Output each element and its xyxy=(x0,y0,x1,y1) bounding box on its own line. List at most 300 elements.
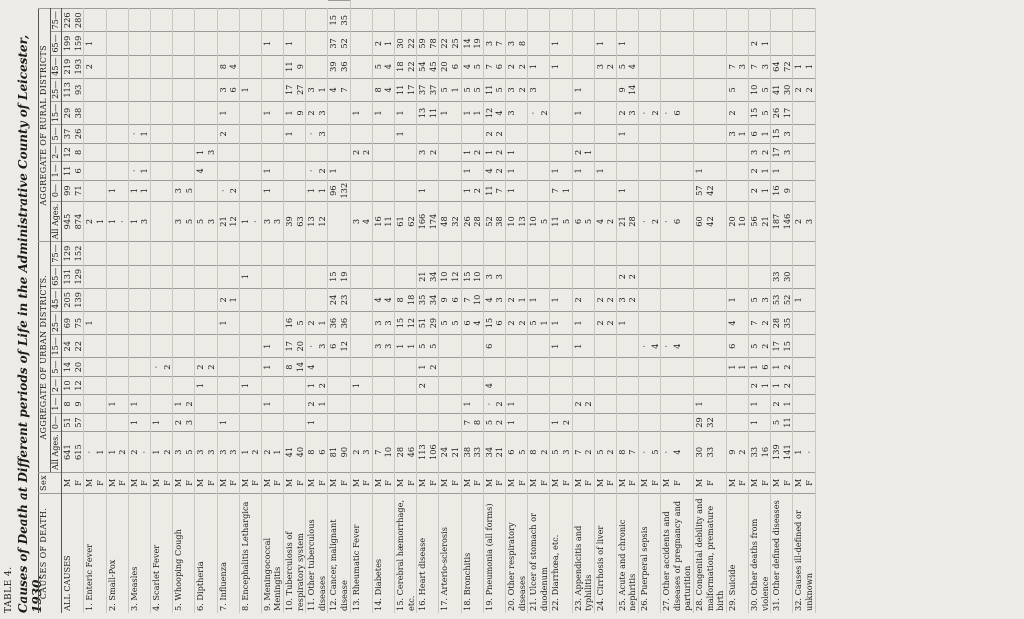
urban-count-cell xyxy=(639,376,661,394)
rural-count-cell: 37 26 xyxy=(62,125,84,143)
urban-count-cell xyxy=(572,376,594,394)
rural-count-cell xyxy=(661,125,694,143)
table-row xyxy=(505,1,527,614)
rural-count-cell: 8 4 xyxy=(372,78,394,101)
cause-label: 14. Diabetes xyxy=(372,493,394,613)
urban-count-cell: · 3 xyxy=(306,335,328,358)
rural-count-cell xyxy=(106,55,128,78)
rural-count-cell xyxy=(616,162,638,180)
rural-count-cell xyxy=(217,162,239,180)
urban-count-cell xyxy=(284,376,306,394)
urban-count-cell xyxy=(594,335,616,358)
rural-count-cell xyxy=(726,9,748,32)
urban-count-cell: 33 30 xyxy=(771,265,793,288)
urban-count-cell xyxy=(128,288,150,311)
rural-count-cell xyxy=(461,125,483,143)
rural-count-cell xyxy=(550,78,572,101)
urban-count-cell xyxy=(726,265,748,288)
urban-count-cell xyxy=(395,265,417,288)
urban-count-cell xyxy=(328,376,350,394)
cause-label: 11. Other tuberculous diseases xyxy=(306,493,328,613)
rural-count-cell: 3 3 xyxy=(261,201,283,242)
urban-count-cell xyxy=(106,288,128,311)
rural-count-cell: 5 1 xyxy=(439,78,461,101)
rural-count-cell: 1 1 xyxy=(128,180,150,201)
urban-count-cell xyxy=(793,395,815,413)
urban-age-header: 65— xyxy=(50,265,62,288)
sex-cell: M F xyxy=(239,473,261,494)
urban-count-cell: · 1 xyxy=(84,432,106,473)
rural-count-cell xyxy=(694,55,727,78)
table-row xyxy=(461,1,483,614)
rural-count-cell xyxy=(594,78,616,101)
table-body xyxy=(62,1,815,614)
rural-count-cell xyxy=(195,78,217,101)
rural-count-cell xyxy=(128,78,150,101)
urban-count-cell xyxy=(261,413,283,431)
rural-count-cell xyxy=(661,143,694,161)
rural-count-cell: 1 xyxy=(616,32,638,55)
urban-count-cell xyxy=(572,265,594,288)
urban-count-cell xyxy=(726,395,748,413)
table-row xyxy=(594,1,616,614)
urban-count-cell: 1 xyxy=(239,265,261,288)
sex-cell: M F xyxy=(128,473,150,494)
urban-count-cell: 41 40 xyxy=(284,432,306,473)
rural-count-cell xyxy=(261,143,283,161)
cause-label: 5. Whooping Cough xyxy=(173,493,195,613)
urban-count-cell: 2 · xyxy=(128,432,150,473)
table-row xyxy=(572,1,594,614)
rural-count-cell xyxy=(616,143,638,161)
urban-count-cell xyxy=(195,288,217,311)
urban-count-cell xyxy=(261,265,283,288)
urban-count-cell: 139 141 xyxy=(771,432,793,473)
rural-count-cell: 1 xyxy=(572,101,594,124)
rural-count-cell: 945 874 xyxy=(62,201,84,242)
rural-count-cell: 17 27 xyxy=(284,78,306,101)
urban-count-cell: · 2 xyxy=(150,358,172,376)
cause-label: 22. Diarrhœa, etc. xyxy=(550,493,572,613)
urban-count-cell: 1 xyxy=(239,376,261,394)
rural-count-cell: 1 xyxy=(261,180,283,201)
urban-count-cell: 1 1 xyxy=(395,335,417,358)
rural-count-cell xyxy=(528,162,550,180)
urban-count-cell: 205 139 xyxy=(62,288,84,311)
rural-count-cell xyxy=(550,143,572,161)
urban-count-cell xyxy=(84,242,106,265)
urban-count-cell xyxy=(372,413,394,431)
urban-count-cell: 53 52 xyxy=(771,288,793,311)
rural-count-cell: 1 xyxy=(261,32,283,55)
rural-count-cell xyxy=(150,32,172,55)
urban-count-cell: 5 5 xyxy=(417,335,439,358)
rural-count-cell xyxy=(572,180,594,201)
urban-count-cell: 10 12 xyxy=(62,376,84,394)
cause-label: ALL CAUSES xyxy=(62,493,84,613)
rural-count-cell xyxy=(439,9,461,32)
sex-cell: M F xyxy=(350,473,372,494)
urban-count-cell: 113 106 xyxy=(417,432,439,473)
rural-count-cell: 187 146 xyxy=(771,201,793,242)
urban-count-cell xyxy=(661,311,694,334)
cause-label: 4. Scarlet Fever xyxy=(150,493,172,613)
urban-count-cell: 7 8 xyxy=(461,413,483,431)
rural-count-cell: · 1 xyxy=(128,162,150,180)
urban-count-cell xyxy=(195,311,217,334)
urban-count-cell xyxy=(417,413,439,431)
cause-label: 8. Encephalitis Lethargica xyxy=(239,493,261,613)
rural-age-header: 65— xyxy=(50,32,62,55)
sex-cell: M F xyxy=(726,473,748,494)
urban-count-cell xyxy=(173,288,195,311)
rural-count-cell xyxy=(195,125,217,143)
cause-label: 12. Cancer, malignant disease xyxy=(328,493,350,613)
urban-count-cell xyxy=(439,358,461,376)
rural-count-cell xyxy=(239,162,261,180)
rural-count-cell: 18 22 xyxy=(395,55,417,78)
urban-count-cell xyxy=(594,358,616,376)
urban-count-cell xyxy=(261,376,283,394)
rural-count-cell: 1 xyxy=(284,125,306,143)
urban-count-cell xyxy=(150,265,172,288)
urban-count-cell xyxy=(639,413,661,431)
urban-count-cell xyxy=(572,413,594,431)
rural-count-cell: 1 · xyxy=(239,201,261,242)
rural-count-cell xyxy=(550,125,572,143)
urban-count-cell xyxy=(616,335,638,358)
sex-cell: M F xyxy=(749,473,771,494)
sex-cell: M F xyxy=(439,473,461,494)
cause-label: 24. Cirrhosis of liver xyxy=(594,493,616,613)
rural-count-cell: 1 xyxy=(350,101,372,124)
urban-count-cell xyxy=(749,265,771,288)
rural-count-cell xyxy=(793,101,815,124)
rural-count-cell: 21 28 xyxy=(616,201,638,242)
rural-count-cell: 4 5 xyxy=(461,55,483,78)
urban-count-cell: 6 4 xyxy=(461,311,483,334)
sex-cell: M F xyxy=(417,473,439,494)
urban-count-cell: 35 34 xyxy=(417,288,439,311)
rural-count-cell: 64 72 xyxy=(771,55,793,78)
urban-count-cell: 131 129 xyxy=(62,265,84,288)
urban-count-cell xyxy=(594,395,616,413)
sex-cell: M F xyxy=(62,473,84,494)
urban-count-cell: 8 2 xyxy=(528,432,550,473)
rural-count-cell xyxy=(771,32,793,55)
urban-count-cell xyxy=(639,358,661,376)
rural-count-cell: 20 10 xyxy=(726,201,748,242)
sex-cell: M F xyxy=(616,473,638,494)
rural-count-cell xyxy=(173,143,195,161)
urban-count-cell: 4 4 xyxy=(372,288,394,311)
cause-label: 3. Measles xyxy=(128,493,150,613)
urban-count-cell xyxy=(328,242,350,265)
rural-count-cell xyxy=(661,78,694,101)
urban-count-cell xyxy=(372,265,394,288)
col-sex-header: Sex xyxy=(39,473,62,494)
urban-count-cell: 2 1 xyxy=(771,395,793,413)
urban-count-cell xyxy=(639,265,661,288)
rural-count-cell xyxy=(306,55,328,78)
urban-count-cell: 1 2 xyxy=(550,413,572,431)
table-row xyxy=(395,1,417,614)
urban-count-cell xyxy=(505,376,527,394)
urban-age-header: 75— xyxy=(50,242,62,265)
table-row xyxy=(372,1,394,614)
cause-label: 6. Diptheria xyxy=(195,493,217,613)
rural-count-cell: 1 xyxy=(439,101,461,124)
urban-count-cell: 2 2 xyxy=(195,358,217,376)
rural-count-cell: 2 1 xyxy=(572,143,594,161)
urban-count-cell xyxy=(128,311,150,334)
rural-age-header: 15— xyxy=(50,101,62,124)
rural-count-cell xyxy=(594,143,616,161)
cause-label: 28. Congenital debility and malformation, premature birth xyxy=(694,493,727,613)
sex-cell: M F xyxy=(661,473,694,494)
urban-count-cell: · 4 xyxy=(661,335,694,358)
urban-count-cell xyxy=(84,376,106,394)
urban-count-cell: 641 615 xyxy=(62,432,84,473)
table-row xyxy=(528,1,550,614)
rural-age-header: 45— xyxy=(50,55,62,78)
rural-count-cell xyxy=(639,162,661,180)
urban-count-cell xyxy=(694,311,727,334)
rural-count-cell xyxy=(84,180,106,201)
urban-count-cell xyxy=(217,358,239,376)
sex-cell: M F xyxy=(505,473,527,494)
urban-count-cell: · 2 xyxy=(483,395,505,413)
urban-count-cell: 7 2 xyxy=(749,311,771,334)
rural-count-cell: 7 3 xyxy=(749,55,771,78)
urban-count-cell xyxy=(106,311,128,334)
rural-age-header: 1— xyxy=(50,162,62,180)
urban-count-cell xyxy=(395,395,417,413)
urban-count-cell: 129 152 xyxy=(62,242,84,265)
sex-cell: M F xyxy=(528,473,550,494)
urban-count-cell: 2 1 xyxy=(261,432,283,473)
rural-count-cell xyxy=(106,125,128,143)
rural-count-cell: 199 159 xyxy=(62,32,84,55)
urban-count-cell xyxy=(128,265,150,288)
sex-cell: M F xyxy=(771,473,793,494)
urban-count-cell xyxy=(439,335,461,358)
rural-count-cell xyxy=(661,162,694,180)
urban-count-cell xyxy=(261,242,283,265)
rural-count-cell xyxy=(195,101,217,124)
rural-count-cell: 52 38 xyxy=(483,201,505,242)
rural-count-cell: 1 3 xyxy=(195,143,217,161)
rural-count-cell xyxy=(395,180,417,201)
rural-age-header: 75— xyxy=(50,9,62,32)
rural-count-cell: 56 21 xyxy=(749,201,771,242)
rural-count-cell xyxy=(128,9,150,32)
rural-count-cell: 3 5 xyxy=(173,180,195,201)
urban-count-cell xyxy=(749,242,771,265)
rural-count-cell xyxy=(639,180,661,201)
urban-count-cell: 1 xyxy=(128,413,150,431)
sex-cell: M F xyxy=(84,473,106,494)
rural-count-cell xyxy=(239,101,261,124)
sex-cell: M F xyxy=(284,473,306,494)
rural-count-cell: 1 9 xyxy=(284,101,306,124)
rural-count-cell: 11 5 xyxy=(550,201,572,242)
rural-count-cell xyxy=(694,78,727,101)
rural-count-cell: 13 11 xyxy=(417,101,439,124)
table-row xyxy=(771,1,793,614)
urban-count-cell xyxy=(528,413,550,431)
urban-count-cell: 5 3 xyxy=(749,288,771,311)
urban-count-cell xyxy=(616,242,638,265)
rural-count-cell: 1 1 xyxy=(306,180,328,201)
urban-count-cell xyxy=(395,413,417,431)
urban-count-cell xyxy=(417,395,439,413)
urban-count-cell: 2 xyxy=(417,376,439,394)
rural-count-cell xyxy=(261,125,283,143)
rural-count-cell: 1 xyxy=(284,32,306,55)
urban-count-cell xyxy=(505,335,527,358)
urban-count-cell xyxy=(528,335,550,358)
rural-count-cell xyxy=(639,78,661,101)
urban-count-cell xyxy=(694,335,727,358)
urban-count-cell: 14 20 xyxy=(62,358,84,376)
rural-count-cell: 5 4 xyxy=(616,55,638,78)
sex-cell: M F xyxy=(639,473,661,494)
urban-count-cell xyxy=(150,376,172,394)
urban-count-cell: 6 5 xyxy=(505,432,527,473)
urban-count-cell xyxy=(694,265,727,288)
urban-count-cell xyxy=(616,376,638,394)
urban-count-cell: 3 3 xyxy=(483,265,505,288)
urban-count-cell xyxy=(173,242,195,265)
rural-count-cell xyxy=(372,143,394,161)
urban-count-cell xyxy=(661,265,694,288)
urban-count-cell xyxy=(173,335,195,358)
urban-count-cell xyxy=(528,242,550,265)
urban-count-cell xyxy=(694,358,727,376)
rural-count-cell xyxy=(106,32,128,55)
urban-count-cell: 1 xyxy=(749,395,771,413)
urban-count-cell: 15 6 xyxy=(483,311,505,334)
rural-count-cell xyxy=(793,125,815,143)
urban-count-cell: 1 xyxy=(550,311,572,334)
sex-cell: M F xyxy=(173,473,195,494)
urban-count-cell xyxy=(84,413,106,431)
rural-count-cell xyxy=(350,9,372,32)
urban-count-cell: 51 57 xyxy=(62,413,84,431)
rural-count-cell: 7 1 xyxy=(550,180,572,201)
urban-count-cell xyxy=(661,413,694,431)
rural-count-cell: 1 xyxy=(505,180,527,201)
urban-count-cell xyxy=(461,358,483,376)
urban-count-cell: 7 10 xyxy=(461,288,483,311)
cause-label: 2. Small-Pox xyxy=(106,493,128,613)
urban-count-cell xyxy=(639,242,661,265)
urban-count-cell: 15 10 xyxy=(461,265,483,288)
rural-count-cell xyxy=(594,125,616,143)
rural-count-cell xyxy=(372,162,394,180)
rural-age-header: 2— xyxy=(50,143,62,161)
rural-count-cell xyxy=(217,9,239,32)
urban-count-cell xyxy=(306,265,328,288)
table-row xyxy=(616,1,638,614)
rural-count-cell: 15 3 xyxy=(771,125,793,143)
rural-count-cell: 2 1 xyxy=(749,32,771,55)
urban-count-cell xyxy=(195,413,217,431)
cause-label: 30. Other deaths from violence xyxy=(749,493,771,613)
rural-count-cell xyxy=(350,125,372,143)
urban-count-cell xyxy=(528,265,550,288)
urban-count-cell: · 4 xyxy=(661,432,694,473)
cause-label: 18. Bronchitis xyxy=(461,493,483,613)
cause-label: 25. Acute and chronic nephritis xyxy=(616,493,638,613)
rural-count-cell: 219 193 xyxy=(62,55,84,78)
rural-count-cell: 1 2 xyxy=(461,143,483,161)
rural-count-cell: 4 2 xyxy=(483,162,505,180)
rural-count-cell: 1 · xyxy=(106,201,128,242)
urban-count-cell: 5 1 xyxy=(528,311,550,334)
rural-count-cell xyxy=(328,125,350,143)
table-row xyxy=(661,1,694,614)
rural-count-cell: 3 xyxy=(505,101,527,124)
rural-count-cell xyxy=(594,180,616,201)
rural-count-cell: 6 1 xyxy=(749,125,771,143)
rural-count-cell: 12 4 xyxy=(483,101,505,124)
urban-count-cell xyxy=(239,358,261,376)
urban-count-cell xyxy=(372,358,394,376)
urban-count-cell: 1 xyxy=(306,413,328,431)
cause-label: 7. Influenza xyxy=(217,493,239,613)
rural-count-cell: 7 6 xyxy=(483,55,505,78)
urban-count-cell: 1 xyxy=(505,395,527,413)
rural-count-cell: 1 xyxy=(84,32,106,55)
rural-count-cell: 3 2 xyxy=(505,78,527,101)
rural-count-cell xyxy=(417,162,439,180)
urban-count-cell xyxy=(150,288,172,311)
urban-count-cell: 6 xyxy=(726,335,748,358)
urban-count-cell xyxy=(372,376,394,394)
cause-label: 10. Tuberculosis of respiratory system xyxy=(284,493,306,613)
urban-count-cell: 1 2 xyxy=(417,358,439,376)
rural-count-cell xyxy=(439,180,461,201)
rural-count-cell xyxy=(217,32,239,55)
urban-count-cell xyxy=(793,335,815,358)
rural-count-cell: 30 22 xyxy=(395,32,417,55)
table-row xyxy=(173,1,195,614)
rural-count-cell: 1 xyxy=(372,101,394,124)
rural-count-cell: 1 xyxy=(395,125,417,143)
urban-count-cell xyxy=(284,288,306,311)
urban-count-cell: 8 14 xyxy=(284,358,306,376)
urban-count-cell: 2 1 xyxy=(306,395,328,413)
rural-count-cell xyxy=(439,162,461,180)
urban-count-cell xyxy=(726,413,748,431)
urban-count-cell: 24 23 xyxy=(328,288,350,311)
urban-age-header: 1— xyxy=(50,395,62,413)
urban-count-cell: 3 3 xyxy=(195,432,217,473)
urban-count-cell xyxy=(793,358,815,376)
urban-count-cell: 1 xyxy=(550,335,572,358)
rural-count-cell: 3 5 xyxy=(173,201,195,242)
rural-count-cell: 11 7 xyxy=(483,180,505,201)
urban-count-cell xyxy=(661,395,694,413)
rural-count-cell: 1 xyxy=(328,162,350,180)
rural-count-cell: 5 3 xyxy=(195,201,217,242)
urban-count-cell xyxy=(461,335,483,358)
rural-count-cell: 2 1 xyxy=(749,162,771,180)
urban-count-cell: 1 xyxy=(572,311,594,334)
table-row xyxy=(239,1,261,614)
